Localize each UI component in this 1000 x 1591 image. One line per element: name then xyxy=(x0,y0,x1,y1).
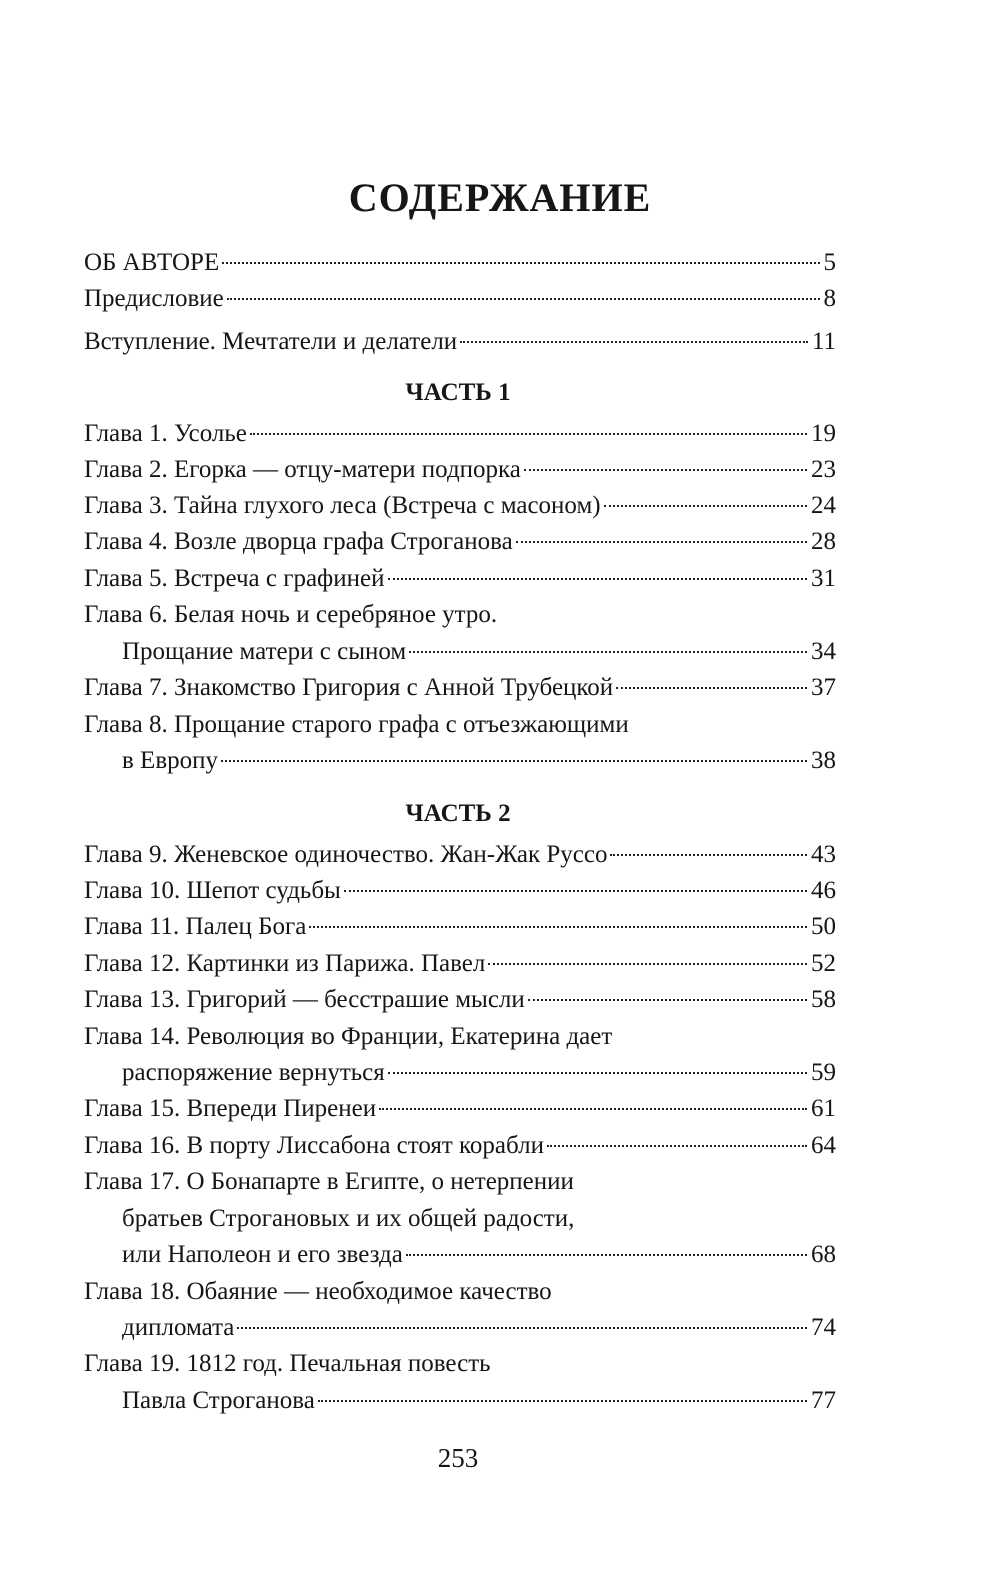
toc-entry-text: Глава 11. Палец Бога xyxy=(84,913,307,940)
toc-entry-chapter-1[interactable] xyxy=(84,416,836,452)
toc-entry-page: 38 xyxy=(811,747,836,774)
toc-entry-text: Прощание матери с сыном xyxy=(122,638,407,665)
toc-entry-text: Глава 13. Григорий — бесстрашие мысли xyxy=(84,986,525,1013)
toc-entry-chapter-8-continued[interactable] xyxy=(122,743,836,779)
dot-leader xyxy=(318,1400,807,1402)
toc-entry-chapter-15[interactable] xyxy=(84,1091,836,1127)
toc-entry-chapter-17[interactable] xyxy=(84,1164,836,1200)
dot-leader xyxy=(409,651,807,653)
dot-leader xyxy=(309,926,807,928)
toc-entry-text: Глава 19. 1812 год. Печальная повесть xyxy=(84,1350,491,1377)
dot-leader xyxy=(610,854,807,856)
dot-leader xyxy=(488,963,807,965)
toc-entry-text: в Европу xyxy=(122,747,219,774)
toc-entry-chapter-5[interactable] xyxy=(84,561,836,597)
toc-entry-page: 46 xyxy=(811,877,836,904)
toc-entry-page: 11 xyxy=(811,328,836,355)
toc-entry-text: Предисловие xyxy=(84,285,224,312)
toc-entry-chapter-3[interactable] xyxy=(84,488,836,524)
toc-entry-page: 77 xyxy=(811,1387,836,1414)
toc-entry-text: Глава 2. Егорка — отцу-матери подпорка xyxy=(84,456,521,483)
toc-entry-chapter-10[interactable] xyxy=(84,873,836,909)
toc-entry-page: 68 xyxy=(811,1241,836,1268)
dot-leader xyxy=(460,341,808,343)
part-2-heading: ЧАСТЬ 2 xyxy=(405,800,511,827)
toc-entry-about-author[interactable] xyxy=(84,245,836,281)
page-number: 253 xyxy=(437,1443,479,1473)
toc-entry-chapter-13[interactable] xyxy=(84,982,836,1018)
toc-entry-text: Глава 3. Тайна глухого леса (Встреча с масоном) xyxy=(84,492,601,519)
toc-entry-page: 31 xyxy=(811,565,836,592)
dot-leader xyxy=(528,999,807,1001)
dot-leader xyxy=(406,1254,807,1256)
toc-entry-text: Павла Строганова xyxy=(122,1387,315,1414)
toc-entry-text: ОБ АВТОРЕ xyxy=(84,249,220,276)
toc-entry-page: 74 xyxy=(811,1314,836,1341)
toc-entry-chapter-2[interactable] xyxy=(84,452,836,488)
toc-entry-chapter-18[interactable] xyxy=(84,1274,836,1310)
toc-entry-text: Глава 17. О Бонапарте в Египте, о нетерпении xyxy=(84,1168,574,1195)
toc-entry-text: Глава 16. В порту Лиссабона стоят корабли xyxy=(84,1132,544,1159)
dot-leader xyxy=(237,1327,807,1329)
part-1-heading: ЧАСТЬ 1 xyxy=(405,379,511,406)
toc-entry-page: 23 xyxy=(811,456,836,483)
toc-entry-text: Глава 14. Революция во Франции, Екатерина дает xyxy=(84,1023,613,1050)
toc-entry-page: 58 xyxy=(811,986,836,1013)
dot-leader xyxy=(388,578,808,580)
toc-entry-chapter-12[interactable] xyxy=(84,946,836,982)
toc-entry-text: Глава 4. Возле дворца графа Строганова xyxy=(84,528,513,555)
toc-entry-chapter-14-continued[interactable] xyxy=(122,1055,836,1091)
toc-entry-text: Глава 9. Женевское одиночество. Жан-Жак Руссо xyxy=(84,841,608,868)
dot-leader xyxy=(250,433,807,435)
dot-leader xyxy=(516,541,807,543)
toc-entry-text: Глава 15. Впереди Пиренеи xyxy=(84,1095,377,1122)
toc-entry-text: Глава 10. Шепот судьбы xyxy=(84,877,341,904)
toc-entry-chapter-17-line-3[interactable] xyxy=(122,1237,836,1273)
toc-entry-page: 19 xyxy=(811,420,836,447)
toc-entry-chapter-18-continued[interactable] xyxy=(122,1310,836,1346)
toc-entry-chapter-6[interactable] xyxy=(84,597,836,633)
toc-entry-page: 61 xyxy=(811,1095,836,1122)
toc-entry-page: 37 xyxy=(811,674,836,701)
toc-entry-introduction[interactable] xyxy=(84,324,836,360)
toc-entry-chapter-16[interactable] xyxy=(84,1128,836,1164)
toc-entry-text: или Наполеон и его звезда xyxy=(122,1241,403,1268)
toc-entry-page: 28 xyxy=(811,528,836,555)
toc-entry-text: Глава 1. Усолье xyxy=(84,420,247,447)
page-title: СОДЕРЖАНИЕ xyxy=(348,175,652,220)
toc-entry-page: 34 xyxy=(811,638,836,665)
toc-entry-preface[interactable] xyxy=(84,281,836,317)
toc-entry-text: распоряжение вернуться xyxy=(122,1059,385,1086)
toc-entry-text: дипломата xyxy=(122,1314,235,1341)
dot-leader xyxy=(616,687,807,689)
toc-entry-page: 59 xyxy=(811,1059,836,1086)
toc-entry-page: 24 xyxy=(811,492,836,519)
toc-entry-page: 5 xyxy=(823,249,836,276)
dot-leader xyxy=(227,298,820,300)
toc-entry-text: Вступление. Мечтатели и делатели xyxy=(84,328,458,355)
dot-leader xyxy=(222,262,819,264)
toc-entry-text: братьев Строгановых и их общей радости, xyxy=(122,1205,575,1232)
toc-entry-text: Глава 8. Прощание старого графа с отъезжающими xyxy=(84,711,629,738)
dot-leader xyxy=(388,1072,807,1074)
toc-entry-page: 43 xyxy=(811,841,836,868)
toc-entry-page: 64 xyxy=(811,1132,836,1159)
toc-entry-text: Глава 7. Знакомство Григория с Анной Трубецкой xyxy=(84,674,614,701)
toc-entry-page: 50 xyxy=(811,913,836,940)
toc-entry-chapter-4[interactable] xyxy=(84,524,836,560)
dot-leader xyxy=(221,760,807,762)
toc-entry-chapter-19[interactable] xyxy=(84,1346,836,1382)
toc-entry-chapter-9[interactable] xyxy=(84,837,836,873)
toc-entry-text: Глава 5. Встреча с графиней xyxy=(84,565,385,592)
dot-leader xyxy=(344,890,807,892)
dot-leader xyxy=(379,1108,807,1110)
dot-leader xyxy=(547,1145,807,1147)
toc-entry-text: Глава 18. Обаяние — необходимое качество xyxy=(84,1278,552,1305)
toc-entry-chapter-17-line-2[interactable] xyxy=(122,1201,836,1237)
toc-entry-chapter-11[interactable] xyxy=(84,909,836,945)
dot-leader xyxy=(524,469,807,471)
toc-entry-chapter-8[interactable] xyxy=(84,707,836,743)
toc-entry-chapter-19-continued[interactable] xyxy=(122,1383,836,1419)
toc-entry-text: Глава 6. Белая ночь и серебряное утро. xyxy=(84,601,498,628)
dot-leader xyxy=(604,505,807,507)
toc-entry-chapter-14[interactable] xyxy=(84,1019,836,1055)
toc-entry-page: 52 xyxy=(811,950,836,977)
toc-entry-chapter-6-continued[interactable] xyxy=(122,634,836,670)
toc-entry-chapter-7[interactable] xyxy=(84,670,836,706)
toc-entry-text: Глава 12. Картинки из Парижа. Павел xyxy=(84,950,486,977)
toc-entry-page: 8 xyxy=(823,285,836,312)
